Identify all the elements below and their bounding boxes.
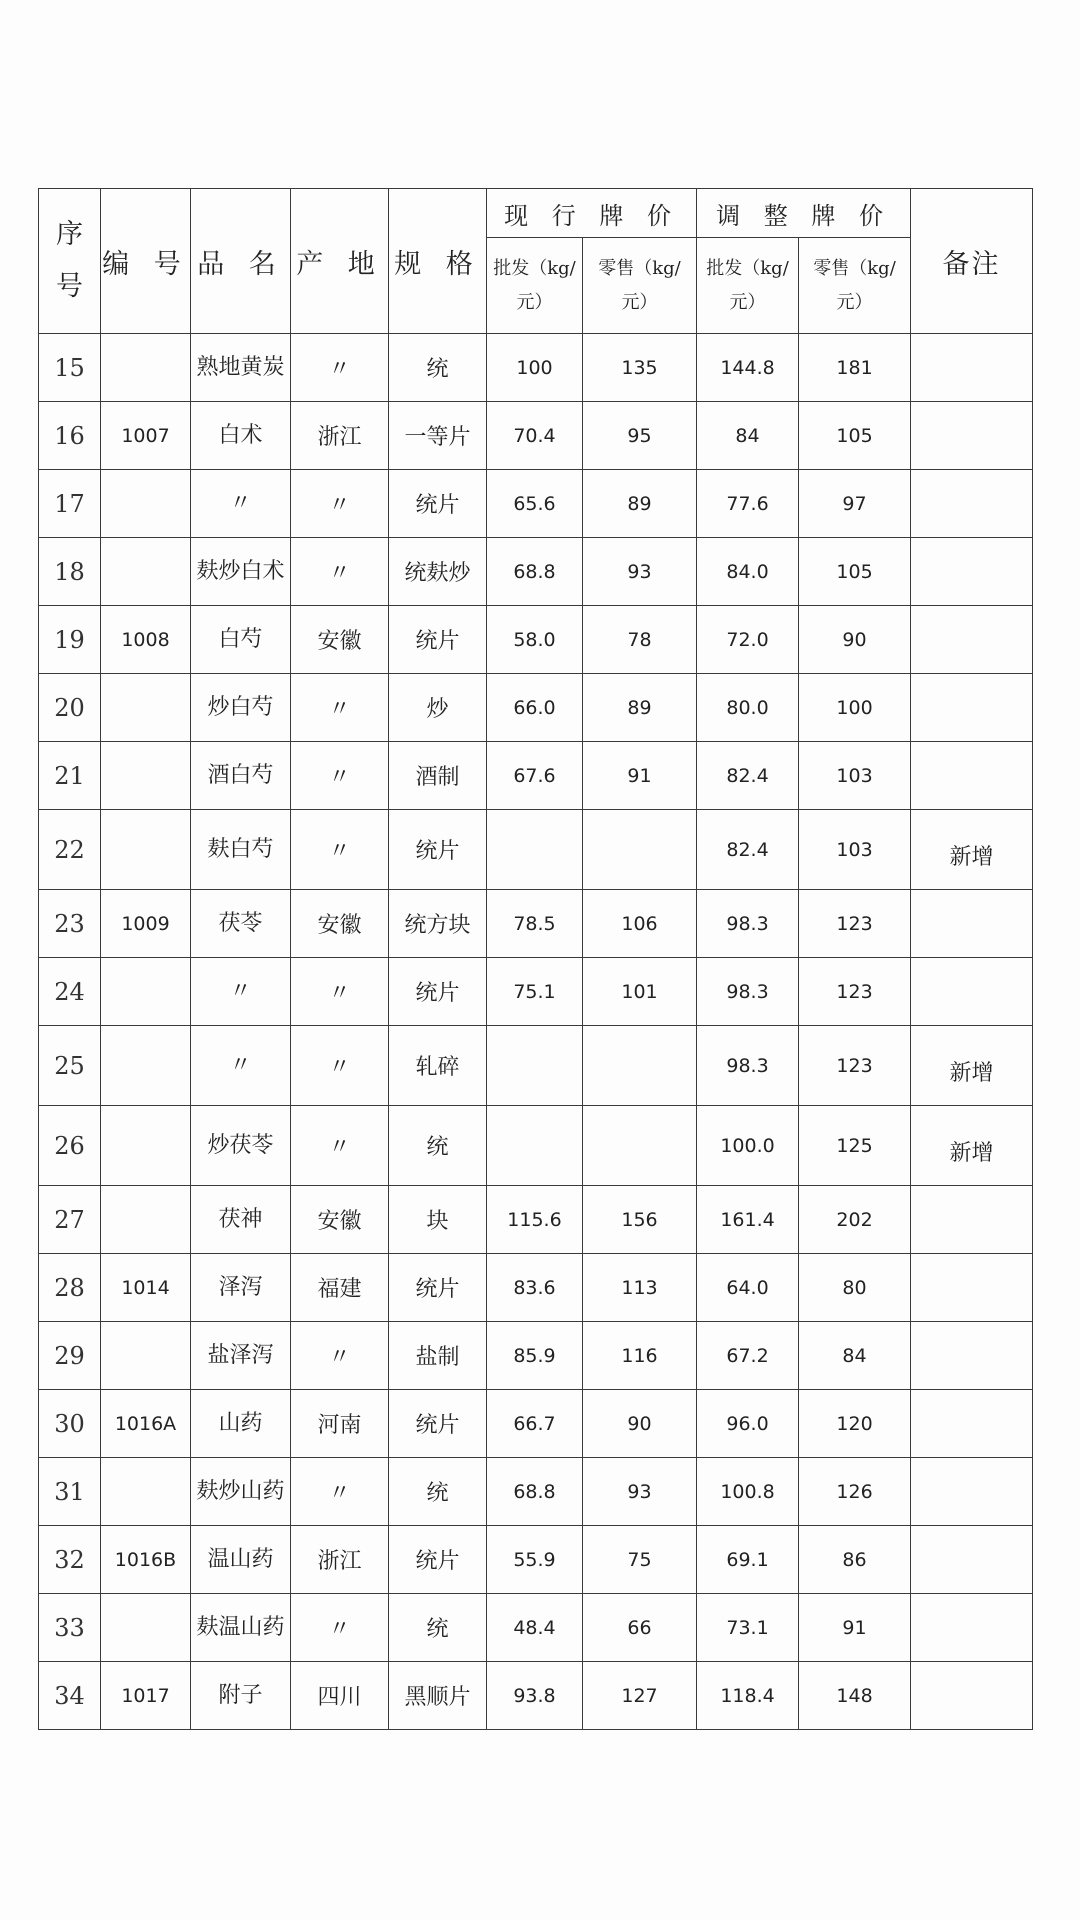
table-row (39, 1526, 1033, 1594)
cell-note (911, 1254, 1033, 1322)
cell-adjusted-wholesale: 82.4 (697, 742, 799, 810)
cell-adjusted-wholesale: 161.4 (697, 1186, 799, 1254)
cell-origin: 〃 (291, 958, 389, 1026)
cell-name: 〃 (191, 958, 291, 1026)
cell-name: 麸白芍 (191, 810, 291, 890)
cell-seq: 28 (39, 1254, 101, 1322)
cell-code: 1009 (101, 890, 191, 958)
cell-origin: 〃 (291, 538, 389, 606)
cell-name: 〃 (191, 1026, 291, 1106)
cell-adjusted-wholesale: 96.0 (697, 1390, 799, 1458)
cell-seq: 30 (39, 1390, 101, 1458)
cell-name: 白芍 (191, 606, 291, 674)
price-table (38, 188, 1033, 1730)
cell-current-wholesale: 100 (487, 334, 583, 402)
cell-current-wholesale: 68.8 (487, 538, 583, 606)
cell-seq: 27 (39, 1186, 101, 1254)
cell-current-retail: 78 (583, 606, 697, 674)
cell-current-wholesale (487, 1106, 583, 1186)
cell-origin: 〃 (291, 470, 389, 538)
cell-adjusted-retail: 202 (799, 1186, 911, 1254)
cell-seq: 17 (39, 470, 101, 538)
cell-current-wholesale: 70.4 (487, 402, 583, 470)
cell-current-retail: 116 (583, 1322, 697, 1390)
cell-adjusted-retail: 90 (799, 606, 911, 674)
cell-origin: 浙江 (291, 402, 389, 470)
cell-adjusted-wholesale: 72.0 (697, 606, 799, 674)
cell-seq: 21 (39, 742, 101, 810)
cell-adjusted-wholesale: 100.8 (697, 1458, 799, 1526)
table-row (39, 674, 1033, 742)
cell-current-wholesale: 85.9 (487, 1322, 583, 1390)
cell-note (911, 606, 1033, 674)
cell-note (911, 470, 1033, 538)
cell-adjusted-retail: 100 (799, 674, 911, 742)
cell-current-wholesale: 67.6 (487, 742, 583, 810)
cell-note (911, 958, 1033, 1026)
cell-current-wholesale: 83.6 (487, 1254, 583, 1322)
cell-adjusted-retail: 103 (799, 810, 911, 890)
cell-spec: 统方块 (389, 890, 487, 958)
cell-note (911, 1526, 1033, 1594)
cell-code (101, 742, 191, 810)
header-current-wholesale: 批发（kg/元） (487, 238, 583, 334)
cell-origin: 安徽 (291, 606, 389, 674)
cell-current-retail: 93 (583, 1458, 697, 1526)
table-row (39, 1322, 1033, 1390)
cell-code (101, 1458, 191, 1526)
cell-code: 1007 (101, 402, 191, 470)
table-row (39, 958, 1033, 1026)
header-name: 品 名 (191, 189, 291, 334)
cell-adjusted-retail: 123 (799, 1026, 911, 1106)
header-adjusted-wholesale: 批发（kg/元） (697, 238, 799, 334)
cell-current-retail: 66 (583, 1594, 697, 1662)
cell-adjusted-wholesale: 118.4 (697, 1662, 799, 1730)
cell-name: 麸温山药 (191, 1594, 291, 1662)
cell-adjusted-wholesale: 84.0 (697, 538, 799, 606)
cell-origin: 〃 (291, 1106, 389, 1186)
cell-seq: 20 (39, 674, 101, 742)
cell-spec: 酒制 (389, 742, 487, 810)
cell-spec: 统片 (389, 470, 487, 538)
cell-code (101, 958, 191, 1026)
cell-adjusted-wholesale: 144.8 (697, 334, 799, 402)
cell-spec: 块 (389, 1186, 487, 1254)
cell-adjusted-retail: 125 (799, 1106, 911, 1186)
table-row (39, 1390, 1033, 1458)
table-row (39, 1026, 1033, 1106)
cell-adjusted-wholesale: 67.2 (697, 1322, 799, 1390)
cell-current-wholesale: 48.4 (487, 1594, 583, 1662)
cell-adjusted-retail: 103 (799, 742, 911, 810)
cell-spec: 统 (389, 334, 487, 402)
cell-adjusted-retail: 126 (799, 1458, 911, 1526)
header-spec: 规 格 (389, 189, 487, 334)
cell-note: 新增 (911, 1106, 1033, 1186)
cell-origin: 〃 (291, 810, 389, 890)
cell-note (911, 1390, 1033, 1458)
cell-seq: 15 (39, 334, 101, 402)
cell-code (101, 1186, 191, 1254)
cell-code: 1008 (101, 606, 191, 674)
table-row (39, 1594, 1033, 1662)
cell-note (911, 334, 1033, 402)
table-row (39, 470, 1033, 538)
cell-adjusted-wholesale: 98.3 (697, 958, 799, 1026)
cell-adjusted-retail: 120 (799, 1390, 911, 1458)
cell-current-wholesale: 66.0 (487, 674, 583, 742)
cell-seq: 24 (39, 958, 101, 1026)
table-row (39, 402, 1033, 470)
cell-current-wholesale (487, 1026, 583, 1106)
table-row (39, 890, 1033, 958)
cell-seq: 18 (39, 538, 101, 606)
cell-origin: 〃 (291, 1458, 389, 1526)
cell-origin: 〃 (291, 1322, 389, 1390)
cell-note (911, 890, 1033, 958)
header-adjusted-price: 调 整 牌 价 (697, 189, 911, 238)
cell-code (101, 470, 191, 538)
cell-adjusted-wholesale: 100.0 (697, 1106, 799, 1186)
cell-current-retail: 89 (583, 674, 697, 742)
cell-origin: 河南 (291, 1390, 389, 1458)
header-current-retail: 零售（kg/元） (583, 238, 697, 334)
cell-current-retail: 156 (583, 1186, 697, 1254)
table-row (39, 538, 1033, 606)
cell-seq: 31 (39, 1458, 101, 1526)
cell-current-wholesale: 55.9 (487, 1526, 583, 1594)
cell-name: 酒白芍 (191, 742, 291, 810)
cell-current-retail: 90 (583, 1390, 697, 1458)
cell-code (101, 334, 191, 402)
header-adjusted-retail: 零售（kg/元） (799, 238, 911, 334)
cell-seq: 33 (39, 1594, 101, 1662)
table-row (39, 606, 1033, 674)
table-row (39, 1254, 1033, 1322)
cell-name: 山药 (191, 1390, 291, 1458)
cell-seq: 19 (39, 606, 101, 674)
cell-name: 附子 (191, 1662, 291, 1730)
cell-note (911, 674, 1033, 742)
cell-name: 炒白芍 (191, 674, 291, 742)
cell-seq: 32 (39, 1526, 101, 1594)
cell-note (911, 1662, 1033, 1730)
header-seq: 序 号 (39, 189, 101, 334)
cell-seq: 29 (39, 1322, 101, 1390)
cell-name: 茯苓 (191, 890, 291, 958)
cell-adjusted-wholesale: 69.1 (697, 1526, 799, 1594)
cell-origin: 安徽 (291, 1186, 389, 1254)
cell-seq: 23 (39, 890, 101, 958)
cell-seq: 16 (39, 402, 101, 470)
table-row (39, 1186, 1033, 1254)
cell-current-wholesale: 93.8 (487, 1662, 583, 1730)
cell-name: 茯神 (191, 1186, 291, 1254)
cell-spec: 统片 (389, 1526, 487, 1594)
cell-adjusted-wholesale: 82.4 (697, 810, 799, 890)
cell-origin: 〃 (291, 334, 389, 402)
cell-current-retail: 101 (583, 958, 697, 1026)
cell-origin: 福建 (291, 1254, 389, 1322)
cell-code (101, 1106, 191, 1186)
cell-adjusted-wholesale: 80.0 (697, 674, 799, 742)
cell-adjusted-retail: 123 (799, 958, 911, 1026)
cell-spec: 盐制 (389, 1322, 487, 1390)
cell-spec: 统片 (389, 1390, 487, 1458)
cell-code (101, 1026, 191, 1106)
cell-code (101, 1594, 191, 1662)
cell-origin: 四川 (291, 1662, 389, 1730)
cell-adjusted-retail: 181 (799, 334, 911, 402)
header-origin: 产 地 (291, 189, 389, 334)
cell-current-retail: 75 (583, 1526, 697, 1594)
cell-note (911, 1322, 1033, 1390)
cell-adjusted-wholesale: 77.6 (697, 470, 799, 538)
cell-code (101, 810, 191, 890)
cell-current-retail: 89 (583, 470, 697, 538)
cell-adjusted-retail: 84 (799, 1322, 911, 1390)
cell-note: 新增 (911, 810, 1033, 890)
cell-code (101, 538, 191, 606)
header-code: 编 号 (101, 189, 191, 334)
cell-current-retail: 95 (583, 402, 697, 470)
cell-current-retail: 135 (583, 334, 697, 402)
cell-code (101, 674, 191, 742)
cell-name: 麸炒白术 (191, 538, 291, 606)
cell-name: 熟地黄炭 (191, 334, 291, 402)
cell-current-wholesale: 58.0 (487, 606, 583, 674)
cell-spec: 统片 (389, 810, 487, 890)
cell-current-wholesale: 68.8 (487, 1458, 583, 1526)
cell-origin: 安徽 (291, 890, 389, 958)
cell-adjusted-retail: 86 (799, 1526, 911, 1594)
header-current-price: 现 行 牌 价 (487, 189, 697, 238)
cell-name: 盐泽泻 (191, 1322, 291, 1390)
cell-spec: 轧碎 (389, 1026, 487, 1106)
cell-name: 麸炒山药 (191, 1458, 291, 1526)
cell-seq: 25 (39, 1026, 101, 1106)
cell-code (101, 1322, 191, 1390)
cell-spec: 统片 (389, 1254, 487, 1322)
cell-spec: 统片 (389, 958, 487, 1026)
cell-spec: 统 (389, 1106, 487, 1186)
cell-adjusted-wholesale: 98.3 (697, 1026, 799, 1106)
cell-adjusted-retail: 91 (799, 1594, 911, 1662)
cell-code: 1014 (101, 1254, 191, 1322)
cell-current-wholesale (487, 810, 583, 890)
cell-current-retail: 127 (583, 1662, 697, 1730)
cell-spec: 统 (389, 1594, 487, 1662)
header-row-1 (39, 189, 1033, 238)
cell-adjusted-retail: 105 (799, 402, 911, 470)
cell-spec: 黑顺片 (389, 1662, 487, 1730)
table-row (39, 742, 1033, 810)
cell-spec: 炒 (389, 674, 487, 742)
cell-note (911, 402, 1033, 470)
cell-code: 1016A (101, 1390, 191, 1458)
cell-current-wholesale: 66.7 (487, 1390, 583, 1458)
cell-seq: 26 (39, 1106, 101, 1186)
cell-adjusted-retail: 105 (799, 538, 911, 606)
cell-code: 1016B (101, 1526, 191, 1594)
cell-current-retail (583, 810, 697, 890)
cell-name: 炒茯苓 (191, 1106, 291, 1186)
cell-current-retail (583, 1106, 697, 1186)
cell-name: 白术 (191, 402, 291, 470)
cell-current-retail: 106 (583, 890, 697, 958)
cell-adjusted-retail: 97 (799, 470, 911, 538)
cell-note (911, 1186, 1033, 1254)
cell-seq: 22 (39, 810, 101, 890)
cell-adjusted-wholesale: 98.3 (697, 890, 799, 958)
cell-adjusted-retail: 123 (799, 890, 911, 958)
cell-current-wholesale: 65.6 (487, 470, 583, 538)
cell-origin: 〃 (291, 674, 389, 742)
cell-note (911, 1594, 1033, 1662)
cell-code: 1017 (101, 1662, 191, 1730)
cell-current-wholesale: 75.1 (487, 958, 583, 1026)
cell-name: 温山药 (191, 1526, 291, 1594)
cell-adjusted-retail: 148 (799, 1662, 911, 1730)
cell-name: 〃 (191, 470, 291, 538)
cell-spec: 统 (389, 1458, 487, 1526)
cell-note (911, 1458, 1033, 1526)
cell-adjusted-wholesale: 84 (697, 402, 799, 470)
cell-current-retail: 91 (583, 742, 697, 810)
cell-current-retail: 113 (583, 1254, 697, 1322)
table-body (39, 334, 1033, 1730)
cell-current-wholesale: 78.5 (487, 890, 583, 958)
table-row (39, 334, 1033, 402)
table-row (39, 1106, 1033, 1186)
cell-origin: 浙江 (291, 1526, 389, 1594)
cell-origin: 〃 (291, 742, 389, 810)
header-note: 备注 (911, 189, 1033, 334)
table-row (39, 810, 1033, 890)
cell-current-retail: 93 (583, 538, 697, 606)
cell-spec: 一等片 (389, 402, 487, 470)
cell-note (911, 538, 1033, 606)
table-row (39, 1662, 1033, 1730)
table-row (39, 1458, 1033, 1526)
cell-adjusted-retail: 80 (799, 1254, 911, 1322)
cell-adjusted-wholesale: 64.0 (697, 1254, 799, 1322)
cell-current-wholesale: 115.6 (487, 1186, 583, 1254)
cell-adjusted-wholesale: 73.1 (697, 1594, 799, 1662)
cell-name: 泽泻 (191, 1254, 291, 1322)
cell-note (911, 742, 1033, 810)
cell-seq: 34 (39, 1662, 101, 1730)
cell-origin: 〃 (291, 1594, 389, 1662)
cell-current-retail (583, 1026, 697, 1106)
cell-spec: 统麸炒 (389, 538, 487, 606)
cell-note: 新增 (911, 1026, 1033, 1106)
cell-spec: 统片 (389, 606, 487, 674)
cell-origin: 〃 (291, 1026, 389, 1106)
